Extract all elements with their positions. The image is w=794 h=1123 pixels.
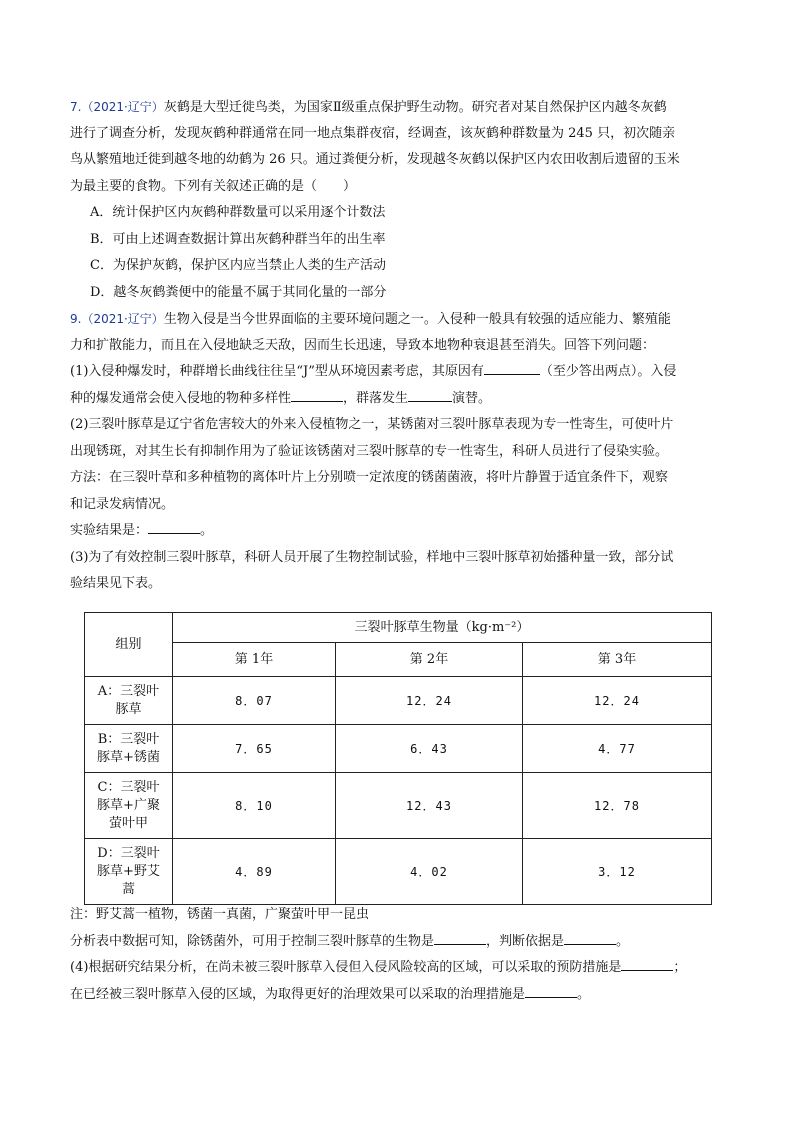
q9-result-label: 实验结果是： — [70, 523, 149, 538]
q9-part1-text-d: ，群落发生 — [343, 390, 409, 406]
q9-part4-text-c: 在已经被三裂叶豚草入侵的区域，为取得更好的治理效果可以采取的治理措施是 — [70, 986, 526, 1002]
year-2-header: 第 2年 — [336, 643, 523, 677]
q9-part4-text-d: 。 — [577, 986, 591, 1002]
q9-part1-text-b: （至少答出两点）。入侵 — [539, 364, 677, 379]
value-cell: 3．12 — [523, 839, 712, 905]
table-note: 注：野艾蒿一植物，锈菌一真菌，广聚萤叶甲一昆虫 — [70, 907, 370, 922]
q7-stem-2: 进行了调查分析，发现灰鹤种群通常在同一地点集群夜宿，经调查，该灰鹤种群数量为 245 只，初次随亲 — [70, 125, 676, 141]
q9-part4-text-b: ； — [673, 960, 687, 975]
answer-blank[interactable] — [525, 983, 577, 998]
row-group-cell — [85, 839, 173, 905]
q9-part1-text-e: 演替。 — [452, 390, 492, 406]
biomass-table — [84, 612, 712, 905]
q7-stem-1: 灰鹤是大型迁徙鸟类，为国家Ⅱ级重点保护野生动物。研究者对某自然保护区内越冬灰鹤 — [163, 100, 667, 115]
value-cell: 4．77 — [523, 725, 712, 773]
table-row — [85, 677, 712, 725]
row-group-cell — [85, 677, 173, 725]
q9-line-1 — [70, 306, 720, 333]
value-cell: 12．24 — [523, 677, 712, 725]
q9-part4-text-a: (4)根据研究结果分析，在尚未被三裂叶豚草入侵但入侵风险较高的区域，可以采取的预防措施是 — [70, 960, 622, 975]
group-label-line: 豚草 — [115, 701, 142, 717]
value-cell: 12．24 — [336, 677, 523, 725]
value-cell: 12．78 — [523, 773, 712, 839]
group-header: 组别 — [85, 613, 173, 677]
answer-blank[interactable] — [408, 387, 452, 402]
group-label-line: D：三裂叶 — [97, 845, 160, 861]
value-cell: 4．02 — [336, 839, 523, 905]
group-label-line: 豚草+野艾 — [97, 863, 160, 879]
q7-option-a: A．统计保护区内灰鹤种群数量可以采用逐个计数法 — [90, 205, 386, 220]
value-cell: 8．10 — [173, 773, 336, 839]
q9-part2-line4: 和记录发病情况。 — [70, 496, 175, 512]
analysis-text-c: 。 — [616, 933, 630, 949]
analysis-line — [70, 929, 720, 956]
q9-result-end: 。 — [200, 523, 214, 538]
q7-number: 7. — [70, 100, 82, 114]
q9-number: 9. — [70, 312, 82, 326]
q7-stem-4: 为最主要的食物。下列有关叙述正确的是（ ） — [70, 178, 357, 194]
group-label-line: A：三裂叶 — [97, 683, 160, 699]
group-label-line: 豚草+广聚 — [97, 797, 160, 813]
table-row — [85, 773, 712, 839]
answer-blank[interactable] — [434, 930, 486, 945]
q9-part2-line3: 方法：在三裂叶草和多种植物的离体叶片上分别喷一定浓度的锈菌菌液，将叶片静置于适宜条件下，观察 — [70, 470, 669, 485]
group-label-line: 蒿 — [121, 881, 135, 897]
q7-source: （2021·辽宁） — [81, 100, 164, 114]
questions-block — [70, 94, 720, 598]
q9-intro-2: 力和扩散能力，而且在入侵地缺乏天敌，因而生长迅速，导致本地物种衰退甚至消失。回答下列问题： — [70, 337, 656, 353]
group-label-line: 萤叶甲 — [108, 815, 148, 831]
group-label-line: 豚草+锈菌 — [97, 749, 160, 765]
q9-part1-line2 — [70, 386, 720, 413]
answer-blank[interactable] — [291, 387, 343, 402]
q9-intro-1: 生物入侵是当今世界面临的主要环境问题之一。入侵种一般具有较强的适应能力、繁殖能 — [163, 312, 671, 327]
table-header-row — [85, 613, 712, 643]
row-group-cell — [85, 773, 173, 839]
analysis-text-b: ，判断依据是 — [486, 933, 565, 949]
table-row — [85, 839, 712, 905]
q9-part1-text-a: (1)入侵种爆发时，种群增长曲线往往呈“J”型从环境因素考虑，其原因有 — [70, 364, 484, 379]
q7-stem-3: 鸟从繁殖地迁徙到越冬地的幼鹤为 26 只。通过粪便分析，发现越冬灰鹤以保护区内农田收割后遗留的玉米 — [70, 152, 680, 167]
notes-block — [70, 902, 720, 1008]
value-cell: 6．43 — [336, 725, 523, 773]
q7-option-d: D．越冬灰鹤粪便中的能量不属于其同化量的一部分 — [90, 284, 387, 300]
q9-part2-result — [70, 518, 720, 545]
q9-part1-text-c: 种的爆发通常会使入侵地的物种多样性 — [70, 390, 292, 406]
value-cell: 4．89 — [173, 839, 336, 905]
answer-blank[interactable] — [148, 519, 200, 534]
year-1-header: 第 1年 — [173, 643, 336, 677]
analysis-text-a: 分析表中数据可知，除锈菌外，可用于控制三裂叶豚草的生物是 — [70, 933, 435, 949]
row-group-cell — [85, 725, 173, 773]
answer-blank[interactable] — [484, 360, 540, 375]
group-label-line: B：三裂叶 — [97, 731, 160, 747]
q9-part3-line1: (3)为了有效控制三裂叶豚草，科研人员开展了生物控制试验，样地中三裂叶豚草初始播种量一致，部分试 — [70, 549, 674, 565]
answer-blank[interactable] — [564, 930, 616, 945]
q9-part4-line1 — [70, 955, 720, 982]
table-year-row — [85, 643, 712, 677]
q7-option-c: C．为保护灰鹤，保护区内应当禁止人类的生产活动 — [90, 258, 386, 273]
biomass-header: 三裂叶豚草生物量（kg·m⁻²） — [173, 613, 712, 643]
q9-part4-line2 — [70, 982, 720, 1009]
group-label-line: C：三裂叶 — [97, 779, 160, 795]
value-cell: 7．65 — [173, 725, 336, 773]
q9-part1-line1 — [70, 359, 720, 386]
q9-part3-line2: 验结果见下表。 — [70, 576, 162, 591]
q9-source: （2021·辽宁） — [81, 312, 164, 326]
q9-part2-line2: 出现锈斑，对其生长有抑制作用为了验证该锈菌对三裂叶豚草的专一性寄生，科研人员进行了侵染实验。 — [70, 443, 669, 459]
table-row — [85, 725, 712, 773]
answer-blank[interactable] — [621, 956, 673, 971]
value-cell: 8．07 — [173, 677, 336, 725]
q7-line-1 — [70, 94, 720, 121]
q9-part2-line1: (2)三裂叶豚草是辽宁省危害较大的外来入侵植物之一，某锈菌对三裂叶豚草表现为专一性寄生，可使叶片 — [70, 417, 674, 432]
value-cell: 12．43 — [336, 773, 523, 839]
year-3-header: 第 3年 — [523, 643, 712, 677]
q7-option-b: B．可由上述调查数据计算出灰鹤种群当年的出生率 — [90, 231, 386, 247]
